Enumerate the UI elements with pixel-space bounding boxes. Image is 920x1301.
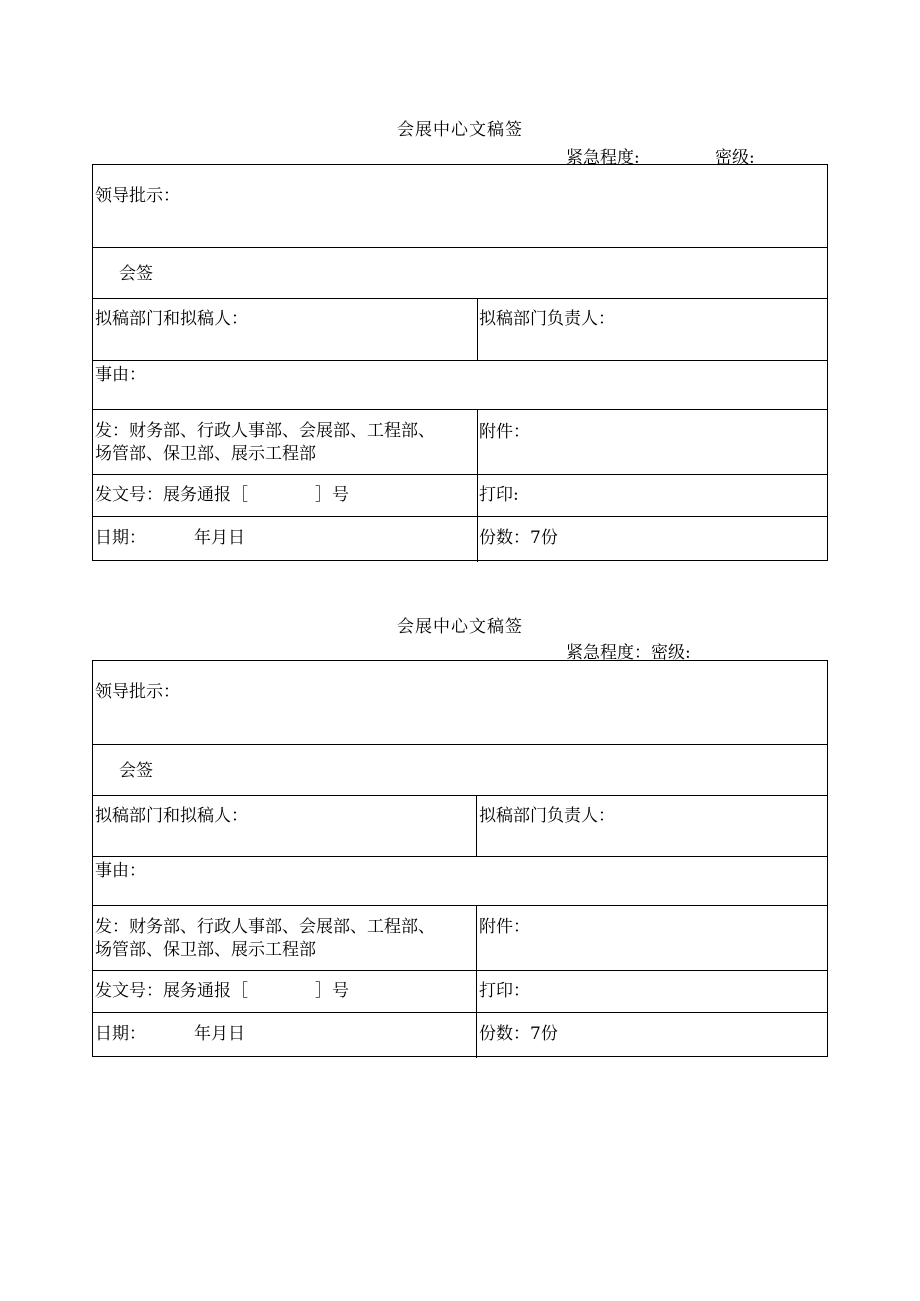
- print-cell[interactable]: [477, 971, 827, 1012]
- leader-label: 领导批示：: [95, 186, 180, 206]
- doc-number-cell[interactable]: [93, 971, 477, 1012]
- send-to-row: [93, 410, 827, 475]
- sign-table: [92, 660, 828, 1057]
- send-to-row: [93, 906, 827, 971]
- date-label: 日期：: [95, 1024, 146, 1044]
- sign-table: [92, 164, 828, 561]
- doc-number-cell[interactable]: [93, 475, 478, 516]
- date-value: 年月日: [194, 1024, 245, 1044]
- doc-number-suffix: ］号: [315, 981, 349, 1001]
- countersign-cell[interactable]: [93, 745, 827, 795]
- countersign-row: [93, 248, 827, 299]
- form-title: 会展中心文稿签: [397, 120, 523, 140]
- dept-head-cell[interactable]: [478, 299, 827, 360]
- reason-row: [93, 361, 827, 410]
- doc-number-row: [93, 971, 827, 1013]
- send-to-line-1: 发：财务部、行政人事部、会展部、工程部、: [95, 917, 435, 937]
- leader-cell[interactable]: [93, 165, 827, 247]
- form-title: 会展中心文稿签: [397, 617, 523, 637]
- secrecy-label: 密级:: [715, 148, 755, 168]
- leader-cell[interactable]: [93, 661, 827, 744]
- doc-number-prefix: 发文号：展务通报［: [95, 485, 248, 505]
- print-label: 打印：: [479, 981, 530, 1001]
- reason-cell[interactable]: [93, 361, 827, 409]
- urgency-label: 紧急程度:: [566, 148, 640, 168]
- dept-head-label: 拟稿部门负责人：: [479, 806, 615, 826]
- doc-number-suffix: ］号: [315, 485, 349, 505]
- countersign-row: [93, 745, 827, 796]
- date-value: 年月日: [194, 528, 245, 548]
- send-to-line-2: 场管部、保卫部、展示工程部: [95, 940, 316, 960]
- doc-number-row: [93, 475, 827, 517]
- print-label: 打印:: [479, 485, 519, 505]
- date-cell[interactable]: [93, 517, 478, 562]
- send-to-line-2: 场管部、保卫部、展示工程部: [95, 444, 316, 464]
- drafter-label: 拟稿部门和拟稿人：: [95, 309, 248, 329]
- reason-cell[interactable]: [93, 857, 827, 905]
- dept-head-cell[interactable]: [477, 796, 827, 856]
- date-row: [93, 517, 827, 562]
- doc-number-prefix: 发文号：展务通报［: [95, 981, 248, 1001]
- attachment-label: 附件：: [479, 917, 530, 937]
- copies-label: 份数：7份: [479, 528, 558, 548]
- reason-label: 事由：: [95, 365, 146, 385]
- date-label: 日期：: [95, 528, 146, 548]
- drafter-cell[interactable]: [93, 796, 477, 856]
- attachment-cell[interactable]: [478, 410, 827, 474]
- send-to-cell[interactable]: [93, 410, 478, 474]
- date-row: [93, 1013, 827, 1058]
- drafter-cell[interactable]: [93, 299, 478, 360]
- print-cell[interactable]: [478, 475, 827, 516]
- drafter-row: [93, 299, 827, 361]
- leader-row: [93, 165, 827, 248]
- drafter-row: [93, 796, 827, 857]
- leader-label: 领导批示：: [95, 682, 180, 702]
- send-to-cell[interactable]: [93, 906, 477, 970]
- reason-row: [93, 857, 827, 906]
- copies-cell[interactable]: [477, 1013, 827, 1058]
- attachment-cell[interactable]: [477, 906, 827, 970]
- reason-label: 事由：: [95, 861, 146, 881]
- send-to-line-1: 发：财务部、行政人事部、会展部、工程部、: [95, 421, 435, 441]
- dept-head-label: 拟稿部门负责人：: [479, 309, 615, 329]
- attachment-label: 附件：: [479, 422, 530, 442]
- leader-row: [93, 661, 827, 745]
- copies-cell[interactable]: [478, 517, 827, 562]
- urgency-secrecy-label: 紧急程度：密级:: [566, 643, 691, 663]
- countersign-label: 会签: [119, 761, 153, 781]
- copies-label: 份数：7份: [479, 1024, 558, 1044]
- countersign-label: 会签: [119, 264, 153, 284]
- date-cell[interactable]: [93, 1013, 477, 1058]
- countersign-cell[interactable]: [93, 248, 827, 298]
- drafter-label: 拟稿部门和拟稿人：: [95, 806, 248, 826]
